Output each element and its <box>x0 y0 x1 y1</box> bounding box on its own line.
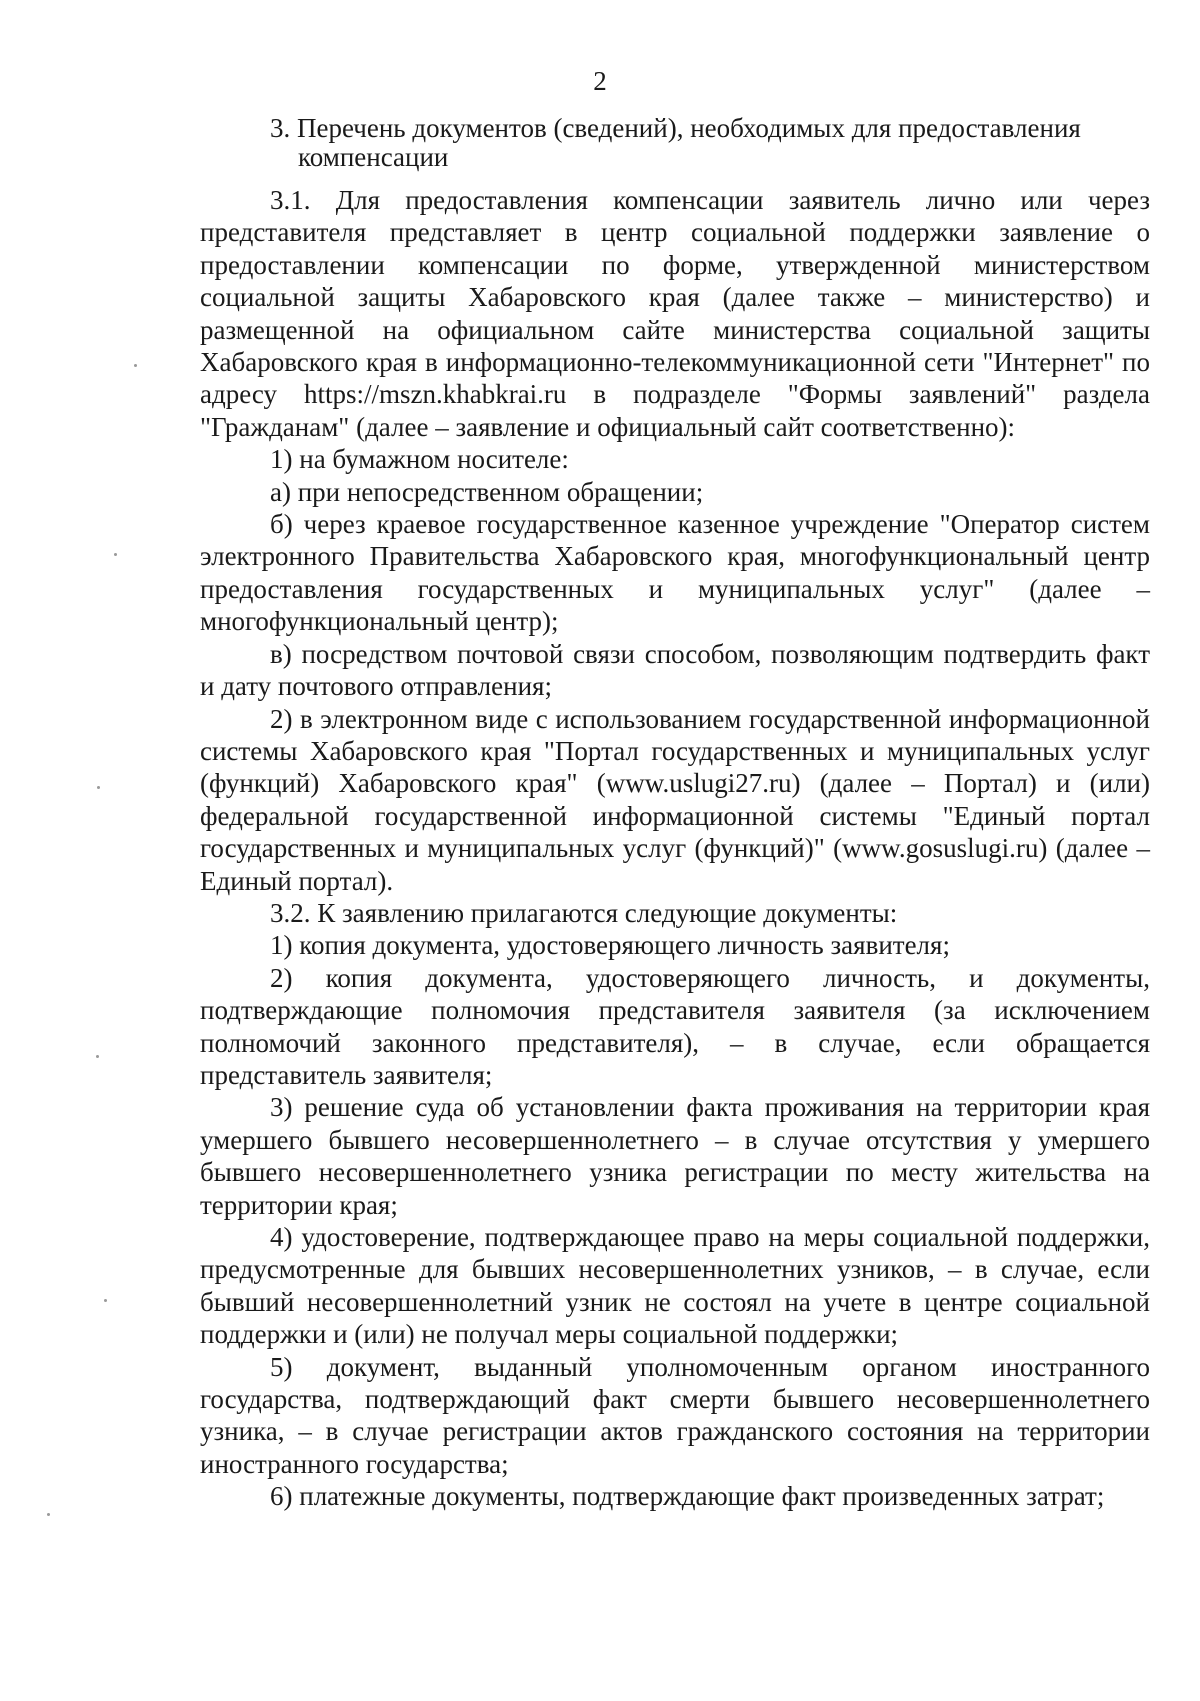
section-heading <box>270 114 1150 172</box>
paragraph-3-2: 3.2. К заявлению прилагаются следующие документы: <box>270 897 898 928</box>
section-heading-line-2: компенсации <box>298 142 449 172</box>
paragraph-doc-1: 1) копия документа, удостоверяющего личность заявителя; <box>270 930 950 961</box>
paragraph-item-v: в) посредством почтовой связи способом, позволяющим подтвердить факт и дату почтового отправления; <box>200 638 1150 702</box>
scan-speck <box>96 1055 99 1058</box>
section-heading-line-1: 3. Перечень документов (сведений), необходимых для предоставления <box>270 113 1081 143</box>
page-number: 2 <box>593 66 607 96</box>
paragraph-item-1: 1) на бумажном носителе: <box>270 444 569 475</box>
scan-speck <box>134 364 137 367</box>
document-body <box>200 184 1150 1513</box>
paragraph-doc-5: 5) документ, выданный уполномоченным органом иностранного государства, подтверждающий факт смерти бывшего несовершеннолетнего узника, – в случае регистрации актов гражданского состояния на территории иностранного государства; <box>200 1351 1150 1479</box>
paragraph-item-b: б) через краевое государственное казенное учреждение "Оператор систем электронного Правительства Хабаровского края, многофункциональный центр предоставления государственных и муниципальных услуг" (далее – многофункциональный центр); <box>200 509 1150 637</box>
paragraph-3-1: 3.1. Для предоставления компенсации заявитель лично или через представителя представляет в центр социальной поддержки заявление о предоставлении компенсации по форме, утвержденной министерством социальной защиты Хабаровского края (далее также – министерство) и размещенной на официальном сайте министерства социальной защиты Хабаровского края в информационно-телекоммуникационной сети "Интернет" по адресу https://mszn.khabkrai.ru в подразделе "Формы заявлений" раздела "Гражданам" (далее – заявление и официальный сайт соответственно): <box>200 185 1150 442</box>
paragraph-item-a: а) при непосредственном обращении; <box>270 476 704 507</box>
paragraph-doc-6: 6) платежные документы, подтверждающие факт произведенных затрат; <box>270 1481 1105 1512</box>
scan-speck <box>104 1299 107 1302</box>
paragraph-item-2: 2) в электронном виде с использованием государственной информационной системы Хабаровского края "Портал государственных и муниципальных услуг (функций) Хабаровского края" (www.uslugi27.ru) (далее – Портал) и (или) федеральной государственной информационной системы "Единый портал государственных и муниципальных услуг (функций)" (www.gosuslugi.ru) (далее – Единый портал). <box>200 703 1150 896</box>
scan-speck <box>114 553 117 556</box>
scan-speck <box>47 1513 50 1516</box>
paragraph-doc-2: 2) копия документа, удостоверяющего личность, и документы, подтверждающие полномочия представителя заявителя (за исключением полномочий законного представителя), – в случае, если обращается представитель заявителя; <box>200 962 1150 1090</box>
paragraph-doc-3: 3) решение суда об установлении факта проживания на территории края умершего бывшего несовершеннолетнего – в случае отсутствия у умершего бывшего несовершеннолетнего узника регистрации по месту жительства на территории края; <box>200 1092 1150 1220</box>
paragraph-doc-4: 4) удостоверение, подтверждающее право на меры социальной поддержки, предусмотренные для бывших несовершеннолетних узников, – в случае, если бывший несовершеннолетний узник не состоял на учете в центре социальной поддержки и (или) не получал меры социальной поддержки; <box>200 1222 1150 1350</box>
scan-speck <box>97 786 100 789</box>
